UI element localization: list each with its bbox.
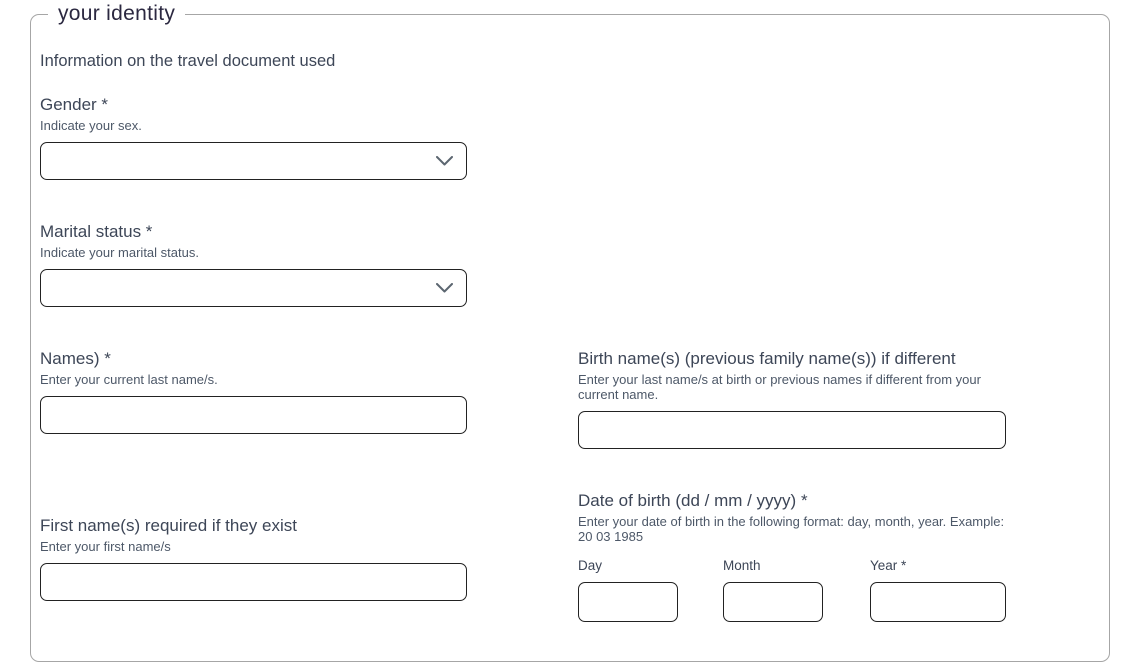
first-names-label: First name(s) required if they exist — [40, 516, 297, 535]
dob-year-input[interactable] — [870, 582, 1006, 622]
names-label: Names) * — [40, 349, 111, 368]
marital-status-label: Marital status * — [40, 222, 153, 241]
dob-day — [578, 558, 678, 622]
birth-names-label: Birth name(s) (previous family name(s)) if different — [578, 349, 956, 368]
gender-hint: Indicate your sex. — [40, 118, 142, 133]
fieldset-legend: your identity — [58, 2, 176, 25]
birth-names-hint: Enter your last name/s at birth or previous names if different from your current name. — [578, 372, 981, 402]
date-of-birth-hint: Enter your date of birth in the following format: day, month, year. Example: 20 03 1985 — [578, 514, 1005, 544]
dob-day-input[interactable] — [578, 582, 678, 622]
chevron-down-icon — [436, 156, 453, 166]
dob-month-input[interactable] — [723, 582, 823, 622]
names-input[interactable] — [40, 396, 467, 434]
section-info: Information on the travel document used — [40, 52, 336, 70]
dob-year-label: Year * — [870, 558, 907, 573]
dob-month-label: Month — [723, 558, 761, 573]
field-gender — [40, 95, 467, 180]
birth-names-input[interactable] — [578, 411, 1006, 449]
chevron-down-icon — [436, 283, 453, 293]
date-of-birth-label: Date of birth (dd / mm / yyyy) * — [578, 491, 808, 510]
identity-fieldset — [30, 2, 1110, 662]
marital-status-select[interactable] — [40, 269, 467, 307]
first-names-hint: Enter your first name/s — [40, 539, 171, 554]
names-hint: Enter your current last name/s. — [40, 372, 218, 387]
field-date-of-birth — [578, 491, 1006, 622]
field-birth-names — [578, 349, 1006, 449]
dob-day-label: Day — [578, 558, 603, 573]
gender-select[interactable] — [40, 142, 467, 180]
dob-year — [870, 558, 1006, 622]
dob-month — [723, 558, 823, 622]
field-marital-status — [40, 222, 467, 307]
marital-status-hint: Indicate your marital status. — [40, 245, 199, 260]
field-names — [40, 349, 467, 434]
first-names-input[interactable] — [40, 563, 467, 601]
field-first-names — [40, 516, 467, 601]
gender-label: Gender * — [40, 95, 109, 114]
